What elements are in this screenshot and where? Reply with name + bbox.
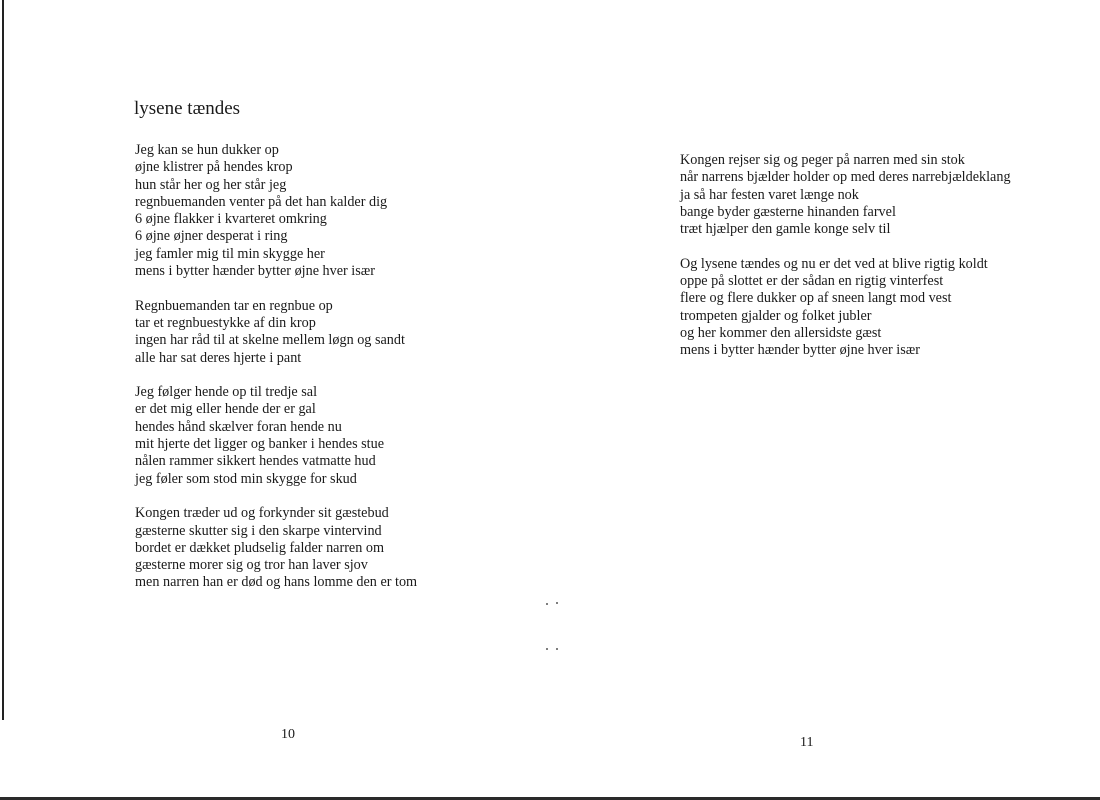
poem-line: bordet er dækket pludselig falder narren om (135, 539, 384, 556)
poem-line: ja så har festen varet længe nok (680, 186, 859, 203)
poem-line: 6 øjne øjner desperat i ring (135, 228, 288, 245)
poem-line: mit hjerte det ligger og banker i hendes stue (135, 436, 384, 453)
poem-line: Kongen rejser sig og peger på narren med sin stok (680, 152, 965, 168)
poem-line: gæsterne morer sig og tror han laver sjov (135, 557, 368, 574)
scan-speck (556, 602, 558, 604)
stanza (680, 256, 1011, 360)
right-poem-text (680, 152, 1011, 360)
poem-line: men narren han er død og hans lomme den er tom (135, 574, 418, 591)
page-number: 10 (281, 727, 295, 742)
poem-line: regnbuemanden venter på det han kalder dig (135, 193, 388, 210)
page-number: 11 (800, 735, 814, 750)
poem-line: 6 øjne flakker i kvarteret omkring (135, 211, 327, 228)
poem-line: flere og flere dukker op af sneen langt mod vest (680, 290, 952, 307)
scan-speck (546, 603, 548, 605)
poem-line: mens i bytter hænder bytter øjne hver især (135, 263, 375, 280)
poem-line: gæsterne skutter sig i den skarpe vintervind (135, 522, 382, 539)
poem-title: lysene tændes (134, 98, 241, 119)
stanza (135, 142, 417, 280)
stanza (680, 152, 1011, 238)
stanza (135, 384, 417, 488)
poem-line: Jeg følger hende op til tredje sal (135, 384, 318, 401)
scan-speck (556, 648, 558, 650)
poem-line: Regnbuemanden tar en regnbue op (135, 297, 333, 314)
poem-line: tar et regnbuestykke af din krop (135, 314, 316, 331)
poem-line: jeg famler mig til min skygge her (135, 245, 325, 262)
left-poem-text (135, 142, 417, 592)
poem-line: Kongen træder ud og forkynder sit gæstebud (135, 505, 389, 522)
poem-line: når narrens bjælder holder op med deres narrebjældeklang (680, 169, 1011, 186)
scan-speck (546, 648, 548, 650)
poem-line: øjne klistrer på hendes krop (135, 159, 293, 176)
poem-line: mens i bytter hænder bytter øjne hver især (680, 342, 920, 359)
poem-line: bange byder gæsterne hinanden farvel (680, 203, 896, 220)
poem-line: træt hjælper den gamle konge selv til (680, 221, 891, 238)
poem-line: nålen rammer sikkert hendes vatmatte hud (135, 453, 376, 470)
poem-line: og her kommer den allersidste gæst (680, 324, 882, 341)
poem-line: trompeten gjalder og folket jubler (680, 307, 872, 324)
right-page (550, 0, 1100, 800)
poem-line: er det mig eller hende der er gal (135, 401, 316, 418)
stanza (135, 505, 417, 591)
poem-line: oppe på slottet er der sådan en rigtig vinterfest (680, 273, 944, 290)
poem-line: Jeg kan se hun dukker op (135, 142, 279, 158)
poem-line: Og lysene tændes og nu er det ved at blive rigtig koldt (680, 255, 988, 272)
poem-line: alle har sat deres hjerte i pant (135, 349, 302, 366)
poem-line: hun står her og her står jeg (135, 176, 287, 193)
poem-line: jeg føler som stod min skygge for skud (135, 470, 357, 487)
stanza (135, 298, 417, 367)
poem-line: ingen har råd til at skelne mellem løgn og sandt (135, 332, 405, 349)
poem-line: hendes hånd skælver foran hende nu (135, 418, 342, 435)
